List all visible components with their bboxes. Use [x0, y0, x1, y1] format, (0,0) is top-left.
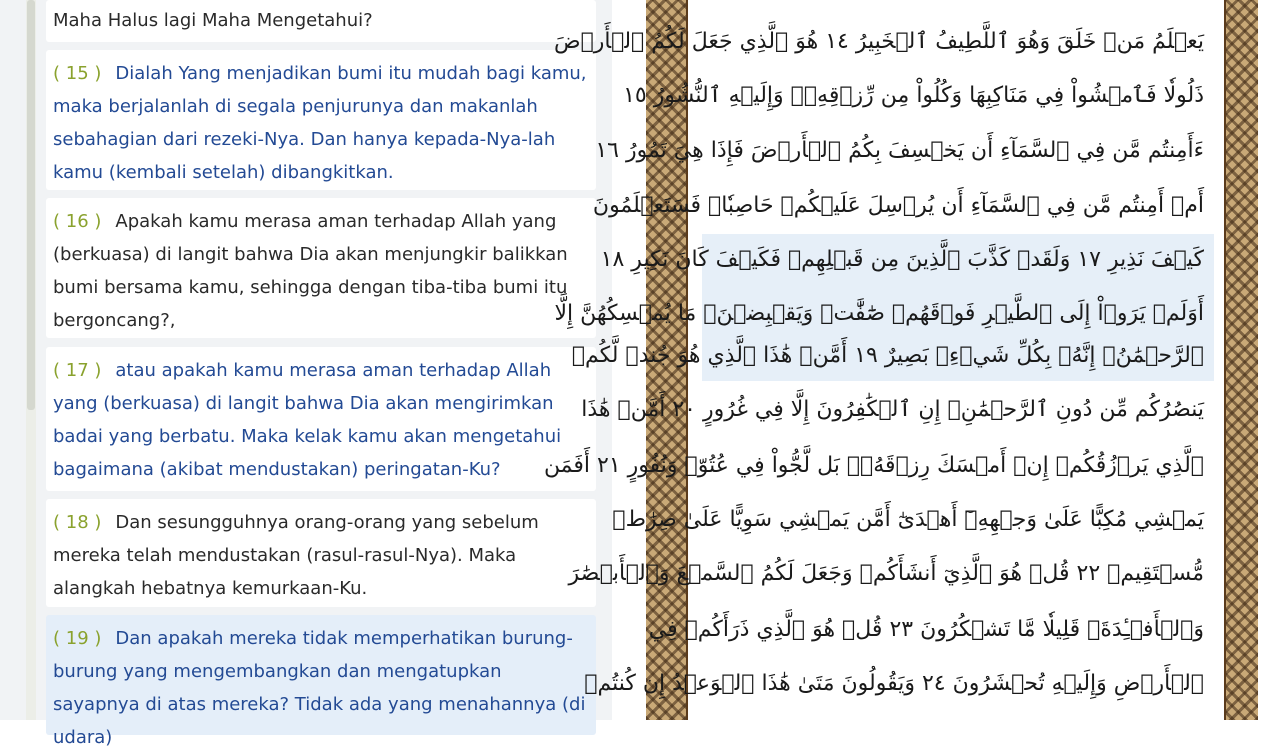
verse-item-18[interactable] — [46, 499, 596, 607]
mushaf-page — [543, 0, 1280, 720]
mushaf-line[interactable]: مُّسۡتَقِيمٖ ٢٢ قُلۡ هُوَ ٱلَّذِيٓ أَنشَأَكُمۡ وَجَعَلَ لَكُمُ ٱلسَّمۡعَ وَٱلۡأَبۡصَٰرَ — [568, 561, 1204, 586]
mushaf-line[interactable]: ذَلُولٗا فَٱمۡشُواْ فِي مَنَاكِبِهَا وَكُلُواْ مِن رِّزۡقِهِۦۖ وَإِلَيۡهِ ٱلنُّشُورُ ١٥ — [623, 83, 1204, 108]
verse-text: Apakah kamu merasa aman terhadap Allah yang (berkuasa) di langit bahwa Dia akan menjungkir balikkan bumi bersama kamu, sehingga dengan tiba-tiba bumi itu bergoncang?, — [53, 211, 568, 331]
mushaf-line[interactable]: أَوَلَمۡ يَرَوۡاْ إِلَى ٱلطَّيۡرِ فَوۡقَهُمۡ صَٰٓفَّٰتٖ وَيَقۡبِضۡنَۚ مَا يُمۡسِكُهُنَّ إِلَّا — [554, 301, 1204, 326]
verse-item-16[interactable] — [46, 198, 596, 338]
verse-number: ( 15 ) — [53, 63, 102, 84]
verse-text: atau apakah kamu merasa aman terhadap Allah yang (berkuasa) di langit bahwa Dia akan mengirimkan badai yang berbatu. Maka kelak kamu akan mengetahui bagaimana (akibat mendustakan) peringatan-Ku? — [53, 360, 562, 480]
verse-item-15[interactable] — [46, 50, 596, 190]
mushaf-line[interactable]: ٱلرَّحۡمَٰنُۚ إِنَّهُۥ بِكُلِّ شَيۡءِۭ بَصِيرٌ ١٩ أَمَّنۡ هَٰذَا ٱلَّذِي هُوَ جُندٞ لَّكُمۡ — [571, 343, 1204, 368]
verse-text: Maha Halus lagi Maha Mengetahui? — [53, 10, 373, 31]
mushaf-line[interactable]: كَيۡفَ نَذِيرِ ١٧ وَلَقَدۡ كَذَّبَ ٱلَّذِينَ مِن قَبۡلِهِمۡ فَكَيۡفَ كَانَ نَكِيرِ ١٨ — [600, 247, 1204, 272]
verse-item-19-selected[interactable] — [46, 615, 596, 748]
mushaf-line[interactable]: ءَأَمِنتُم مَّن فِي ٱلسَّمَآءِ أَن يَخۡسِفَ بِكُمُ ٱلۡأَرۡضَ فَإِذَا هِيَ تَمُورُ ١٦ — [595, 138, 1204, 163]
translation-panel — [0, 0, 612, 748]
mushaf-line[interactable]: يَمۡشِي مُكِبًّا عَلَىٰ وَجۡهِهِۦٓ أَهۡدَىٰٓ أَمَّن يَمۡشِي سَوِيًّا عَلَىٰ صِرَٰطٖ — [612, 507, 1204, 532]
mushaf-line[interactable]: ٱلَّذِي يَرۡزُقُكُمۡ إِنۡ أَمۡسَكَ رِزۡقَهُۥۚ بَل لَّجُّواْ فِي عُتُوّٖ وَنُفُورٍ ٢١ أَفَمَن — [543, 453, 1204, 478]
mushaf-line[interactable]: وَٱلۡأَفۡـِٔدَةَۚ قَلِيلٗا مَّا تَشۡكُرُونَ ٢٣ قُلۡ هُوَ ٱلَّذِي ذَرَأَكُمۡ فِي — [648, 617, 1204, 642]
verse-number: ( 16 ) — [53, 211, 102, 232]
verse-number: ( 17 ) — [53, 360, 102, 381]
mushaf-line[interactable]: ٱلۡأَرۡضِ وَإِلَيۡهِ تُحۡشَرُونَ ٢٤ وَيَقُولُونَ مَتَىٰ هَٰذَا ٱلۡوَعۡدُ إِن كُنتُمۡ — [584, 671, 1204, 696]
verse-item-14[interactable] — [46, 0, 596, 42]
verse-text: Dialah Yang menjadikan bumi itu mudah bagi kamu, maka berjalanlah di segala penjurunya dan makanlah sebahagian dari rezeki-Nya. Dan hanya kepada-Nya-lah kamu (kembali setelah) dibangkitkan. — [53, 63, 587, 183]
verse-text: Dan apakah mereka tidak memperhatikan burung-burung yang mengembangkan dan mengatupkan sayapnya di atas mereka? Tidak ada yang menahannya (di udara) — [53, 628, 586, 748]
verse-item-17[interactable] — [46, 347, 596, 491]
verse-number: ( 19 ) — [53, 628, 102, 649]
mushaf-line[interactable]: يَعۡلَمُ مَنۡ خَلَقَ وَهُوَ ٱللَّطِيفُ ٱلۡخَبِيرُ ١٤ هُوَ ٱلَّذِي جَعَلَ لَكُمُ ٱلۡأَرۡضَ — [554, 29, 1204, 54]
verse-text: Dan sesungguhnya orang-orang yang sebelum mereka telah mendustakan (rasul-rasul-Nya). Maka alangkah hebatnya kemurkaan-Ku. — [53, 512, 539, 599]
mushaf-line[interactable]: يَنصُرُكُم مِّن دُونِ ٱلرَّحۡمَٰنِۚ إِنِ ٱلۡكَٰفِرُونَ إِلَّا فِي غُرُورٍ ٢٠ أَمَّنۡ هَٰذَا — [581, 397, 1204, 422]
scrollbar-thumb[interactable] — [27, 0, 35, 410]
verse-number: ( 18 ) — [53, 512, 102, 533]
mushaf-line[interactable]: أَمۡ أَمِنتُم مَّن فِي ٱلسَّمَآءِ أَن يُرۡسِلَ عَلَيۡكُمۡ حَاصِبٗاۖ فَسَتَعۡلَمُونَ — [592, 193, 1204, 218]
